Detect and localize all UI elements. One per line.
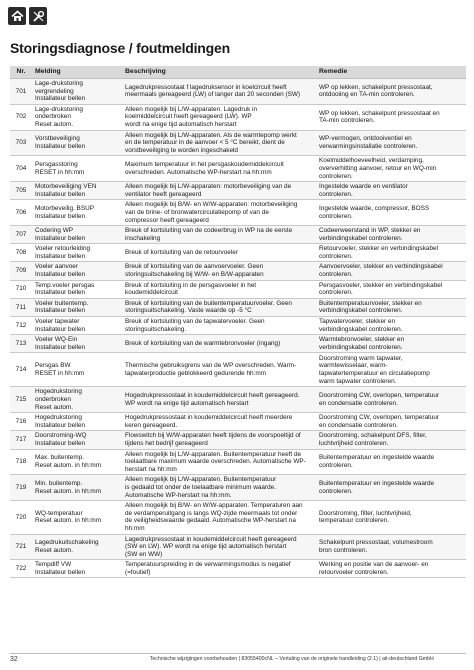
cell-remedie: Retourvoeler, stekker en verbindingskabel controleren. (316, 244, 466, 262)
cell-melding: Motorbeveilig. BSUP Installateur bellen (32, 200, 122, 226)
cell-remedie: WP op lekken, schakelpunt pressostaat en TA-min controleren. (316, 104, 466, 130)
cell-nr: 711 (10, 298, 32, 316)
cell-nr: 716 (10, 413, 32, 431)
cell-remedie: Aanvoervoeler, stekker en verbindingskabel controleren. (316, 262, 466, 280)
cell-melding: Hogedrukstoring Installateur bellen (32, 413, 122, 431)
cell-melding: Voeler WQ-Ein Installateur bellen (32, 335, 122, 353)
cell-melding: Voeler tapwater Installateur bellen (32, 317, 122, 335)
cell-remedie: Doorstroming warm tapwater, warmtewisselaar, warm- tapwatertemperatuur en circulatiepomp warm tapwater controleren. (316, 353, 466, 387)
error-table-container (10, 66, 466, 578)
table-row (10, 431, 466, 449)
table-row (10, 130, 466, 156)
cell-melding: Temp.voeler persgas Installateur bellen (32, 280, 122, 298)
table-row (10, 262, 466, 280)
cell-beschrijving: Alleen mogelijk bij B/W- en W/W-apparaten: motorbeveiliging van de brine- of bronwatercirculatiepomp of van de compressor heeft gereageerd (122, 200, 316, 226)
footer-text-right: Vertaling van de originele handleiding (2.1) (279, 656, 378, 662)
cell-beschrijving: Breuk of kortsluiting van de tapwatervoeler. Geen storingsuitschakeling. (122, 317, 316, 335)
cell-remedie: Buitentemperatuur en ingestelde waarde controleren. (316, 449, 466, 475)
cell-nr: 720 (10, 501, 32, 534)
cell-melding: Hogedrukstoring onderbroken Reset autom. (32, 387, 122, 413)
cell-remedie: Doorstroming CW, overlopen, temperatuur en condensatie controleren. (316, 413, 466, 431)
page-footer: 32 Technische wijzigingen voorbehouden | 83055400cNL – Vertaling van de originele handleiding (2.1) | ait-deutschland GmbH (10, 653, 466, 664)
table-row (10, 280, 466, 298)
table-row (10, 79, 466, 105)
table-header-row (10, 66, 466, 79)
table-row (10, 560, 466, 578)
table-row (10, 335, 466, 353)
cell-nr: 712 (10, 317, 32, 335)
home-icon[interactable] (8, 7, 26, 25)
cell-melding: Doorstroming-WQ Installateur bellen (32, 431, 122, 449)
top-toolbar (8, 7, 47, 25)
cell-beschrijving: Alleen mogelijk bij L/W-apparaten. Lagedruk in koelmiddelcircuit heeft gereageerd (LW). WP wordt na enige tijd automatisch herstart (122, 104, 316, 130)
cell-nr: 703 (10, 130, 32, 156)
table-row (10, 413, 466, 431)
cell-remedie: Warmtebronvoeler, stekker en verbindingskabel controleren. (316, 335, 466, 353)
table-row (10, 501, 466, 534)
cell-melding: WQ-temperatuur Reset autom. in hh:mm (32, 501, 122, 534)
cell-nr: 718 (10, 449, 32, 475)
cell-remedie: Persgasvoeler, stekker en verbindingskabel controleren. (316, 280, 466, 298)
table-row (10, 534, 466, 560)
cell-beschrijving: Hogedrukpressostaat in koudemiddelcircuit heeft meerdere keren gereageerd. (122, 413, 316, 431)
table-row (10, 226, 466, 244)
cell-beschrijving: Alleen mogelijk bij L/W-apparaten. Buitentemperatuur heeft de toelaatbare maximum waarde overschreden. Automatische WP- herstart na hh:mm (122, 449, 316, 475)
cell-nr: 709 (10, 262, 32, 280)
table-row (10, 182, 466, 200)
column-header-melding: Melding (32, 66, 122, 79)
cell-nr: 713 (10, 335, 32, 353)
cell-nr: 704 (10, 156, 32, 182)
cell-nr: 715 (10, 387, 32, 413)
wrench-screwdriver-icon[interactable] (29, 7, 47, 25)
cell-nr: 722 (10, 560, 32, 578)
cell-nr: 707 (10, 226, 32, 244)
cell-remedie: Doorstroming CW, overlopen, temperatuur en condensatie controleren. (316, 387, 466, 413)
cell-melding: Lage-drukstoring vergrendeling Installateur bellen (32, 79, 122, 105)
cell-melding: Voeler aanvoer Installateur bellen (32, 262, 122, 280)
cell-beschrijving: Alleen mogelijk bij B/W- en W/W-apparaten. Temperaturen aan de verdamperuitgang is langs WQ-zijde meermaals tot onder de veiligheidswaarde gedaald. Automatische WP-herstart na hh:mm (122, 501, 316, 534)
table-row (10, 449, 466, 475)
cell-nr: 701 (10, 79, 32, 105)
cell-beschrijving: Breuk of kortsluiting van de codeerbrug in WP na de eerste inschakeling (122, 226, 316, 244)
table-row (10, 244, 466, 262)
cell-beschrijving: Alleen mogelijk bij L/W-apparaten. Buitentemperatuur is gedaald tot onder de toelaatbare minimum waarde. Automatische WP-herstart na hh:mm. (122, 475, 316, 501)
cell-beschrijving: Temperatuurspreiding in de verwarmingsmodus is negatief (=foutief) (122, 560, 316, 578)
cell-melding: Voeler buitentemp. Installateur bellen (32, 298, 122, 316)
cell-remedie: Schakelpunt pressostaat, volumestroom bron controleren. (316, 534, 466, 560)
table-row (10, 156, 466, 182)
cell-remedie: Doorstroming, filter, luchtvrijheid, temperatuur controleren. (316, 501, 466, 534)
cell-remedie: Doorstroming, schakelpunt DFS, filter, luchtvrijheid controleren. (316, 431, 466, 449)
cell-nr: 705 (10, 182, 32, 200)
footer-text-left: Technische wijzigingen voorbehouden (149, 656, 238, 662)
cell-beschrijving: Lagedrukpressostaat in koudemiddelcircuit heeft gereageerd (SW en LW). WP wordt na enige tijd automatisch herstart (SW en WW) (122, 534, 316, 560)
table-row (10, 317, 466, 335)
cell-remedie: WP op lekken, schakelpunt pressostaat, ontdooiing en TA-min controleren. (316, 79, 466, 105)
cell-beschrijving: Breuk of kortsluiting van de buitentemperatuurvoeler. Geen storingsuitschakeling. Vaste waarde op -5 °C (122, 298, 316, 316)
cell-nr: 719 (10, 475, 32, 501)
cell-remedie: Buitentemperatuur en ingestelde waarde controleren. (316, 475, 466, 501)
cell-melding: Vorstbeveiliging Installateur bellen (32, 130, 122, 156)
cell-nr: 714 (10, 353, 32, 387)
table-row (10, 475, 466, 501)
cell-nr: 702 (10, 104, 32, 130)
cell-nr: 706 (10, 200, 32, 226)
cell-nr: 710 (10, 280, 32, 298)
cell-remedie: Ingestelde waarde, compressor, BOSS controleren. (316, 200, 466, 226)
cell-melding: Persgasstoring RESET in hh:mm (32, 156, 122, 182)
table-row (10, 353, 466, 387)
table-row (10, 200, 466, 226)
cell-remedie: Tapwatervoeler, stekker en verbindingskabel controleren. (316, 317, 466, 335)
footer-company: ait-deutschland GmbH (382, 656, 434, 662)
column-header-remedie: Remedie (316, 66, 466, 79)
cell-remedie: Codeerweerstand in WP, stekker en verbindingskabel controleren. (316, 226, 466, 244)
cell-beschrijving: Breuk of kortsluiting in de persgasvoeler in het koudemiddelcircuit (122, 280, 316, 298)
column-header-nr: Nr. (10, 66, 32, 79)
cell-nr: 721 (10, 534, 32, 560)
cell-melding: Voeler retourleiding Installateur bellen (32, 244, 122, 262)
cell-beschrijving: Flowswitch bij W/W-apparaten heeft tijdens de voorspoeltijd of tijdens het bedrijf gereageerd (122, 431, 316, 449)
cell-beschrijving: Breuk of kortsluiting van de retourvoeler (122, 244, 316, 262)
cell-melding: Lagedrukuitschakeling Reset autom. (32, 534, 122, 560)
cell-melding: Persgas BW RESET in hh:mm (32, 353, 122, 387)
cell-beschrijving: Breuk of kortsluiting van de aanvoervoeler. Geen storingsuitschakeling bij W/W- en B/W-apparaten (122, 262, 316, 280)
page-number: 32 (10, 655, 18, 663)
cell-remedie: Koelmiddelhoeveelheid, verdamping, oververhitting aanvoer, retour en WQ-min controleren. (316, 156, 466, 182)
cell-melding: Codering WP Installateur bellen (32, 226, 122, 244)
cell-melding: Max. buitentemp. Reset autom. in hh:mm (32, 449, 122, 475)
cell-melding: Tempdiff VW Installateur bellen (32, 560, 122, 578)
cell-melding: Lage-drukstoring onderbroken Reset autom. (32, 104, 122, 130)
page-title: Storingsdiagnose / foutmeldingen (10, 40, 230, 56)
cell-beschrijving: Thermische gebruiksgrens van de WP overschreden. Warm- tapwaterproductie geblokkeerd gedurende hh:mm (122, 353, 316, 387)
footer-doc-id: 83055400cNL (241, 656, 274, 662)
cell-melding: Motorbeveiliging VEN Installateur bellen (32, 182, 122, 200)
table-row (10, 298, 466, 316)
error-codes-table (10, 66, 466, 578)
column-header-beschrijving: Beschrijving (122, 66, 316, 79)
cell-beschrijving: Hogedrukpressostaat in koudemiddelcircuit heeft gereageerd. WP wordt na enige tijd automatisch herstart (122, 387, 316, 413)
cell-melding: Min. buitentemp. Reset autom. in hh:mm (32, 475, 122, 501)
table-row (10, 387, 466, 413)
cell-remedie: Ingestelde waarde en ventilator controleren. (316, 182, 466, 200)
cell-remedie: Werking en positie van de aanvoer- en retourvoeler controleren. (316, 560, 466, 578)
cell-beschrijving: Alleen mogelijk bij L/W-apparaten: motorbeveiliging van de ventilator heeft gereageerd (122, 182, 316, 200)
cell-beschrijving: Maximum temperatuur in het persgaskoudemiddelcircuit overschreden. Automatische WP-herstart na hh:mm (122, 156, 316, 182)
cell-nr: 717 (10, 431, 32, 449)
cell-beschrijving: Breuk of kortsluiting van de warmtebronvoeler (ingang) (122, 335, 316, 353)
table-row (10, 104, 466, 130)
cell-nr: 708 (10, 244, 32, 262)
cell-remedie: Buitentemperatuurvoeler, stekker en verbindingskabel controleren. (316, 298, 466, 316)
cell-beschrijving: Lagedrukpressostaat f lagedruksensor in koelcircuit heeft meermaals gereageerd (LW) of langer dan 20 seconden (SW) (122, 79, 316, 105)
cell-remedie: WP-vermogen, ontdooiventiel en verwarmingsinstallatie controleren. (316, 130, 466, 156)
cell-beschrijving: Alleen mogelijk bij L/W-apparaten. Als de warmtepomp werkt en de temperatuur in de aanvoer < 5 °C bereikt, dient de vorstbeveiliging te worden ingeschakeld (122, 130, 316, 156)
